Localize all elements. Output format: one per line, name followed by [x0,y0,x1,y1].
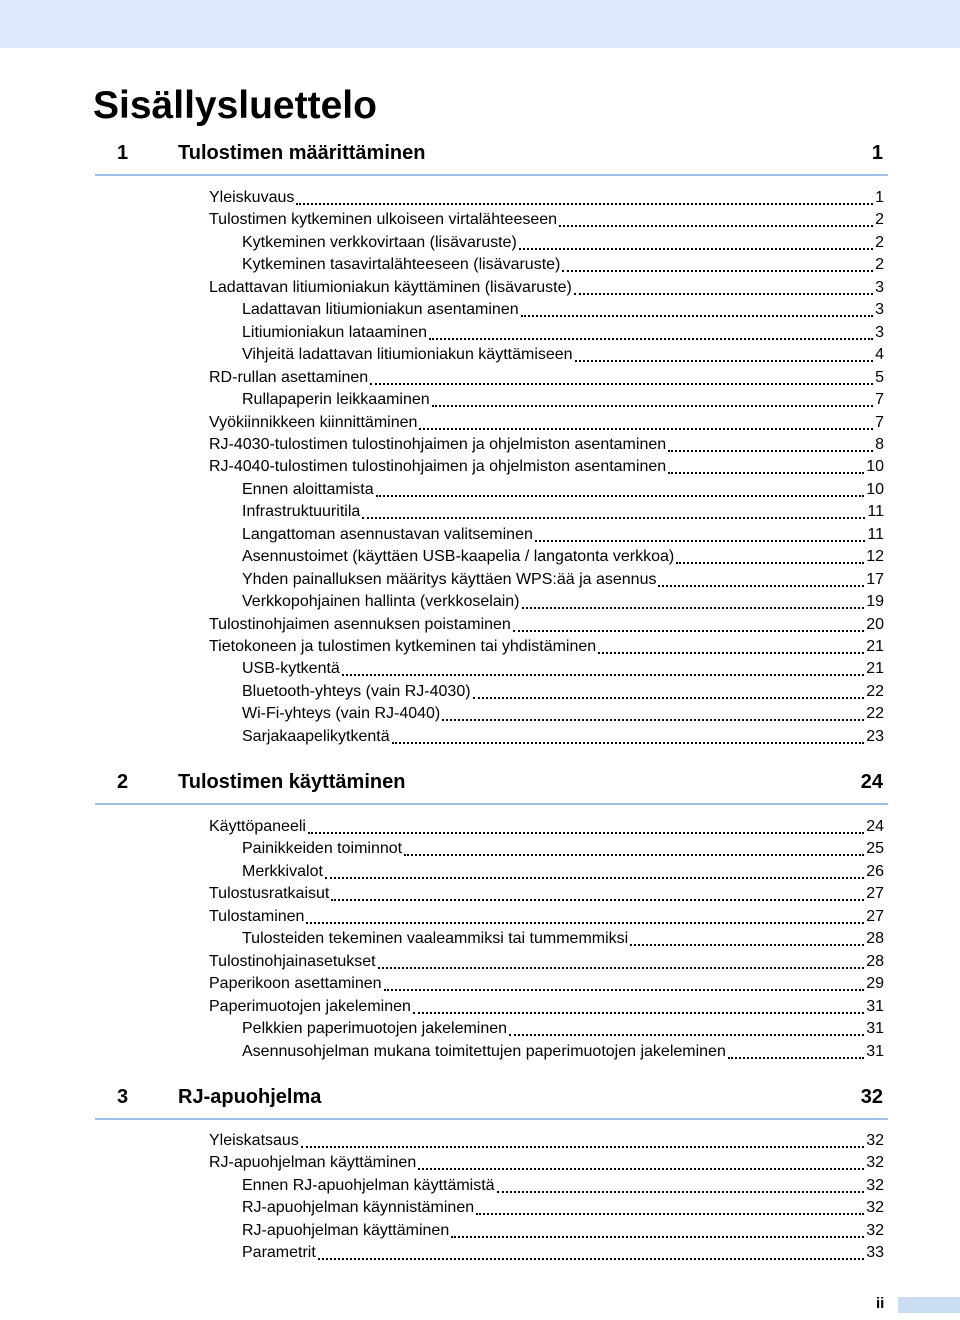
toc-entry[interactable] [209,613,884,635]
toc-entry-page: 27 [866,885,884,903]
toc-entry-label: Kytkeminen tasavirtalähteeseen (lisävaruste) [242,256,561,274]
toc-entry[interactable] [242,388,884,410]
dot-leader [442,705,864,721]
toc-entry[interactable] [242,231,884,253]
toc-entry[interactable] [242,523,884,545]
toc-entry-page: 17 [866,570,884,588]
dot-leader [559,211,873,227]
chapter-title: RJ-apuohjelma [178,1086,322,1108]
toc-entry-label: Litiumioniakun lataaminen [242,323,427,341]
chapter-heading[interactable] [95,771,888,805]
dot-leader [325,863,864,879]
toc-entry-label: Ennen aloittamista [242,480,374,498]
dot-leader [575,346,874,362]
toc-entry-page: 28 [866,952,884,970]
chapter-number: 3 [117,1086,129,1108]
toc-entry-page: 26 [866,862,884,880]
toc-entry-page: 32 [866,1221,884,1239]
toc-entry[interactable] [209,882,884,904]
toc-entry[interactable] [242,321,884,343]
toc-entry-label: Vyökiinnikkeen kiinnittäminen [209,413,418,431]
toc-entry-page: 31 [866,1020,884,1038]
toc-entry[interactable] [209,455,884,477]
dot-leader [630,930,864,946]
toc-entry[interactable] [242,545,884,567]
dot-leader [308,818,864,834]
toc-entry-page: 29 [866,975,884,993]
toc-entry-page: 3 [875,278,884,296]
toc-entry-page: 24 [866,818,884,835]
dot-leader [476,1199,864,1215]
dot-leader [668,458,864,474]
toc-entry-label: Tulostinohjainasetukset [209,952,376,970]
toc-entry-label: RJ-4030-tulostimen tulostinohjaimen ja ohjelmiston asentaminen [209,435,667,453]
toc-entry-label: Bluetooth-yhteys (vain RJ-4030) [242,682,471,700]
toc-entry-page: 7 [875,391,884,409]
dot-leader [378,953,865,969]
toc-entry[interactable] [242,837,884,859]
toc-entry[interactable] [209,995,884,1017]
toc-entry-label: Infrastruktuuritila [242,503,361,521]
toc-entry[interactable] [242,657,884,679]
dot-leader [598,638,864,654]
toc-entry[interactable] [242,343,884,365]
toc-entry-label: Wi-Fi-yhteys (vain RJ-4040) [242,705,441,723]
dot-leader [301,1132,864,1148]
toc-entry[interactable] [242,1040,884,1062]
toc-entry[interactable] [209,635,884,657]
toc-entry-label: Yleiskatsaus [209,1132,299,1149]
toc-entry[interactable] [242,500,884,522]
toc-entry[interactable] [209,905,884,927]
toc-entry[interactable] [209,186,884,208]
dot-leader [404,840,864,856]
toc-entry[interactable] [242,568,884,590]
dot-leader [728,1043,864,1059]
toc-entry-label: Tulostimen kytkeminen ulkoiseen virtalähteeseen [209,211,558,229]
toc-entry-page: 1 [875,189,884,206]
toc-entry-label: Rullapaperin leikkaaminen [242,391,430,409]
dot-leader [676,548,864,564]
toc-entry-page: 33 [866,1244,884,1262]
toc-entry-label: RJ-apuohjelman käyttäminen [209,1154,417,1172]
dot-leader [331,885,864,901]
toc-entry[interactable] [242,590,884,612]
toc-entry-page: 2 [875,256,884,274]
dot-leader [497,1177,865,1193]
dot-leader [562,256,873,272]
toc-entry[interactable] [242,298,884,320]
toc-entry-page: 32 [866,1132,884,1149]
toc-entry-page: 28 [866,930,884,948]
toc-entry-page: 25 [866,840,884,858]
toc-entry-label: Käyttöpaneeli [209,818,306,835]
toc-entry-page: 11 [867,525,884,543]
toc-entry-page: 4 [875,346,884,364]
toc-entry-page: 22 [866,705,884,723]
page-title: Sisällysluettelo [93,84,377,127]
dot-leader [384,975,865,991]
chapter-title: Tulostimen määrittäminen [178,142,426,164]
dot-leader [429,324,873,340]
toc-entry[interactable] [242,680,884,702]
toc-entry-label: Ennen RJ-apuohjelman käyttämistä [242,1176,495,1194]
toc-entry-label: Pelkkien paperimuotojen jakeleminen [242,1020,508,1038]
toc-entry-page: 27 [866,907,884,925]
toc-entry[interactable] [242,1219,884,1241]
toc-entry-page: 11 [867,503,884,521]
dot-leader [509,1020,864,1036]
toc-entry[interactable] [209,433,884,455]
dot-leader [513,616,864,632]
toc-entry-label: RJ-apuohjelman käynnistäminen [242,1199,475,1217]
dot-leader [318,1244,864,1260]
toc-entry[interactable] [242,253,884,275]
toc-entry-page: 19 [866,593,884,611]
dot-leader [413,998,864,1014]
dot-leader [574,279,873,295]
toc-entry-page: 21 [866,660,884,678]
toc-entry-label: Tulostaminen [209,907,305,925]
toc-entry-label: Asennustoimet (käyttäen USB-kaapelia / langatonta verkkoa) [242,548,675,566]
toc-entry-label: Paperikoon asettaminen [209,975,382,993]
dot-leader [418,1154,864,1170]
footer-bar [898,1297,960,1313]
toc-entry[interactable] [209,1129,884,1151]
toc-entry-label: Ladattavan litiumioniakun asentaminen [242,301,519,319]
toc-entry[interactable] [209,972,884,994]
toc-entry-label: Tulostusratkaisut [209,885,330,903]
toc-entry-label: RD-rullan asettaminen [209,368,369,386]
dot-leader [668,436,873,452]
toc-entry-label: Verkkopohjainen hallinta (verkkoselain) [242,593,520,611]
toc-entry-label: Painikkeiden toiminnot [242,840,403,858]
toc-entry[interactable] [242,725,884,747]
toc-entry-label: Vihjeitä ladattavan litiumioniakun käyttämiseen [242,346,573,364]
toc-entry[interactable] [209,411,884,433]
toc-entry-page: 7 [875,413,884,431]
toc-entry-page: 10 [866,480,884,498]
toc-entry-page: 23 [866,727,884,745]
toc-entry[interactable] [209,208,884,230]
toc-entry-label: Kytkeminen verkkovirtaan (lisävaruste) [242,233,517,251]
toc-entry[interactable] [209,950,884,972]
toc-entry-label: Tulosteiden tekeminen vaaleammiksi tai tummemmiksi [242,930,629,948]
dot-leader [306,908,864,924]
chapter-page-number: 32 [860,1086,883,1108]
toc-entry-label: Paperimuotojen jakeleminen [209,997,411,1015]
dot-leader [473,683,865,699]
toc-entry-label: Merkkivalot [242,862,323,880]
toc-entry-page: 22 [866,682,884,700]
dot-leader [658,571,864,587]
toc-entry-label: Asennusohjelman mukana toimitettujen paperimuotojen jakeleminen [242,1042,726,1060]
toc-entry[interactable] [242,1241,884,1263]
chapter-number: 1 [117,142,129,164]
dot-leader [521,301,873,317]
toc-entry[interactable] [242,1174,884,1196]
dot-leader [419,414,873,430]
toc-entry-label: Yleiskuvaus [209,189,295,206]
toc-entry[interactable] [242,860,884,882]
dot-leader [376,481,865,497]
toc-entry-page: 8 [875,435,884,453]
toc-entry-page: 12 [866,548,884,566]
toc-entry-page: 2 [875,233,884,251]
toc-entry[interactable] [242,927,884,949]
toc-entry-label: Ladattavan litiumioniakun käyttäminen (lisävaruste) [209,278,572,296]
dot-leader [362,503,865,519]
toc-entry-label: Yhden painalluksen määritys käyttäen WPS:ää ja asennus [242,570,657,588]
toc-entry-page: 3 [875,301,884,319]
dot-leader [451,1222,864,1238]
toc-entry-label: Tietokoneen ja tulostimen kytkeminen tai yhdistäminen [209,638,597,655]
toc-entry-label: RJ-4040-tulostimen tulostinohjaimen ja ohjelmiston asentaminen [209,458,667,476]
toc-entry-page: 32 [866,1199,884,1217]
toc-entry-page: 31 [866,1042,884,1060]
toc-entry-label: Tulostinohjaimen asennuksen poistaminen [209,615,511,633]
toc-entry-page: 2 [875,211,884,229]
toc-entry[interactable] [209,1151,884,1173]
chapter-heading[interactable] [95,1086,888,1120]
toc-entry-page: 10 [866,458,884,476]
toc-entry[interactable] [242,1017,884,1039]
toc-entry-page: 3 [875,323,884,341]
chapter-number: 2 [117,771,129,793]
chapter-heading[interactable] [95,142,888,176]
dot-leader [522,593,865,609]
toc-entry-label: Parametrit [242,1244,316,1262]
toc-entry-label: USB-kytkentä [242,660,340,678]
toc-entry-page: 21 [866,638,884,655]
toc-entry-page: 32 [866,1154,884,1172]
toc-entry[interactable] [242,702,884,724]
toc-entry-page: 20 [866,615,884,633]
toc-entry-page: 5 [875,368,884,386]
toc-entry-page: 31 [866,997,884,1015]
toc-entry[interactable] [242,478,884,500]
toc-entry[interactable] [209,366,884,388]
chapter-page-number: 24 [860,771,883,793]
footer-page-number: ii [876,1295,885,1312]
top-band [0,0,960,48]
toc-entry-label: Langattoman asennustavan valitseminen [242,525,533,543]
dot-leader [432,391,873,407]
toc-entry-label: Sarjakaapelikytkentä [242,727,390,745]
dot-leader [519,234,873,250]
toc-entry-page: 32 [866,1176,884,1194]
dot-leader [535,526,866,542]
chapter-title: Tulostimen käyttäminen [178,771,406,793]
toc-entry[interactable] [209,815,884,837]
dot-leader [342,660,864,676]
toc-entry[interactable] [209,276,884,298]
dot-leader [296,189,873,205]
dot-leader [392,728,865,744]
chapter-page-number: 1 [871,142,883,164]
dot-leader [370,369,873,385]
toc-entry[interactable] [242,1196,884,1218]
toc-entry-label: RJ-apuohjelman käyttäminen [242,1221,450,1239]
